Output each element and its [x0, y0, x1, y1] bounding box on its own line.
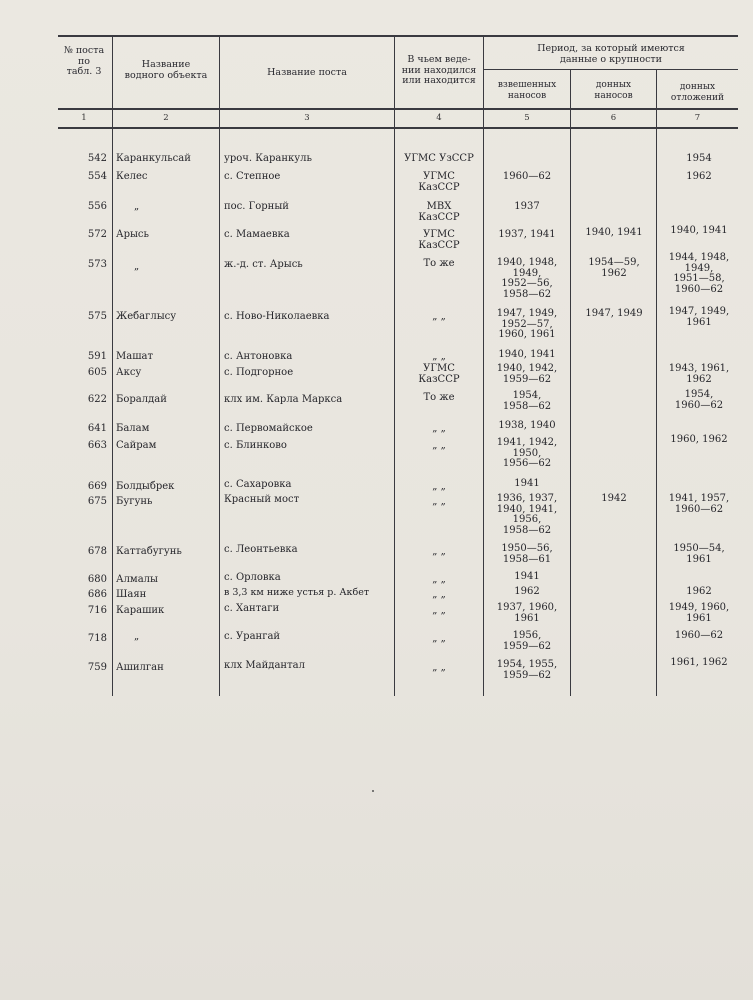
- agency: „ „: [432, 311, 446, 322]
- bottom-period: 1942: [601, 493, 627, 504]
- suspended-period: 1940, 1941: [498, 349, 556, 360]
- header-post-name: Название поста: [267, 67, 347, 78]
- post-number: 680: [87, 574, 107, 585]
- deposits-period: 1950—54, 1961: [673, 543, 725, 565]
- suspended-period: 1956, 1959—62: [502, 630, 552, 652]
- suspended-period: 1938, 1940: [498, 420, 556, 431]
- agency: УГМС КазССР: [418, 229, 460, 251]
- water-object: Боралдай: [116, 394, 167, 405]
- suspended-period: 1936, 1937, 1940, 1941, 1956, 1958—62: [496, 493, 558, 536]
- header-period-group: Период, за который имеются данные о крупности: [537, 43, 685, 65]
- post-name: ж.-д. ст. Арысь: [224, 259, 303, 270]
- col-divider-5: [570, 70, 571, 696]
- water-object: Карашик: [116, 605, 165, 616]
- period-subheader-rule: [484, 69, 738, 70]
- water-object: Балам: [116, 423, 150, 434]
- agency: „ „: [432, 496, 446, 507]
- agency: То же: [423, 258, 455, 269]
- water-object: Каранкульсай: [116, 153, 191, 164]
- post-name: с. Блинково: [224, 440, 287, 451]
- suspended-period: 1937, 1960, 1961: [496, 602, 558, 624]
- post-number: 759: [87, 662, 107, 673]
- post-name: с. Антоновка: [224, 351, 293, 362]
- water-object: Аксу: [116, 367, 142, 378]
- deposits-period: 1954: [686, 153, 712, 164]
- post-name: с. Урангай: [224, 631, 281, 642]
- deposits-period: 1960—62: [674, 630, 724, 641]
- water-object: „: [134, 261, 140, 272]
- post-number: 605: [87, 367, 107, 378]
- post-number: 641: [87, 423, 107, 434]
- header-post-no: № поста по табл. 3: [63, 45, 105, 77]
- agency: УГМС КазССР: [418, 171, 460, 193]
- agency: „ „: [432, 589, 446, 600]
- post-name: с. Леонтьевка: [224, 544, 298, 555]
- header-suspended: взвешенных наносов: [497, 80, 557, 101]
- post-name: уроч. Каранкуль: [224, 153, 312, 164]
- suspended-period: 1960—62: [502, 171, 552, 182]
- post-name: пос. Горный: [224, 201, 289, 212]
- col-divider-6: [656, 70, 657, 696]
- post-number: 663: [87, 440, 107, 451]
- bottom-period: 1954—59, 1962: [588, 257, 640, 279]
- agency: „ „: [432, 423, 446, 434]
- suspended-period: 1947, 1949, 1952—57, 1960, 1961: [496, 308, 558, 341]
- column-number: 7: [694, 113, 701, 123]
- col-divider-1: [112, 36, 113, 696]
- deposits-period: 1943, 1961, 1962: [668, 363, 730, 385]
- agency: „ „: [432, 440, 446, 451]
- deposits-period: 1962: [686, 586, 712, 597]
- col-divider-2: [219, 36, 220, 696]
- post-number: 669: [87, 481, 107, 492]
- deposits-period: 1944, 1948, 1949, 1951—58, 1960—62: [668, 252, 730, 295]
- header-deposits: донных отложений: [670, 82, 725, 103]
- water-object: Ашилган: [116, 662, 164, 673]
- deposits-period: 1962: [686, 171, 712, 182]
- deposits-period: 1960, 1962: [670, 434, 728, 445]
- deposits-period: 1954, 1960—62: [674, 389, 724, 411]
- suspended-period: 1937, 1941: [498, 229, 556, 240]
- post-number: 675: [87, 496, 107, 507]
- post-number: 573: [87, 259, 107, 270]
- post-name: в 3,3 км ниже устья р. Акбет: [224, 587, 370, 598]
- suspended-period: 1940, 1948, 1949, 1952—56, 1958—62: [496, 257, 558, 300]
- deposits-period: 1947, 1949, 1961: [668, 306, 730, 328]
- post-name: клх им. Карла Маркса: [224, 394, 343, 405]
- post-name: с. Орловка: [224, 572, 281, 583]
- water-object: „: [134, 201, 140, 212]
- post-number: 686: [87, 589, 107, 600]
- deposits-period: 1941, 1957, 1960—62: [668, 493, 730, 515]
- post-name: с. Сахаровка: [224, 479, 292, 490]
- agency: „ „: [432, 605, 446, 616]
- water-object: Алмалы: [116, 574, 158, 585]
- agency: „ „: [432, 662, 446, 673]
- post-number: 542: [87, 153, 107, 164]
- post-name: с. Подгорное: [224, 367, 294, 378]
- header-bottom-rule: [58, 108, 738, 110]
- water-object: Бугунь: [116, 496, 153, 507]
- suspended-period: 1941: [514, 478, 540, 489]
- deposits-period: 1961, 1962: [670, 657, 728, 668]
- post-number: 678: [87, 546, 107, 557]
- bottom-period: 1940, 1941: [585, 227, 643, 238]
- suspended-period: 1941: [514, 571, 540, 582]
- post-name: с. Степное: [224, 171, 281, 182]
- suspended-period: 1937: [514, 201, 540, 212]
- post-number: 575: [87, 311, 107, 322]
- agency: „ „: [432, 481, 446, 492]
- water-object: Сайрам: [116, 440, 157, 451]
- post-number: 622: [87, 394, 107, 405]
- water-object: Келес: [116, 171, 148, 182]
- post-name: Красный мост: [224, 494, 300, 505]
- suspended-period: 1950—56, 1958—61: [501, 543, 553, 565]
- agency: УГМС УзССР: [404, 153, 474, 164]
- water-object: Жебаглысу: [116, 311, 177, 322]
- column-number: 5: [524, 113, 530, 123]
- suspended-period: 1941, 1942, 1950, 1956—62: [496, 437, 558, 470]
- header-bottom: донных наносов: [594, 80, 633, 101]
- agency: „ „: [432, 574, 446, 585]
- suspended-period: 1940, 1942, 1959—62: [496, 363, 558, 385]
- header-agency: В чьем веде- нии находился или находится: [401, 54, 477, 86]
- water-object: „: [134, 631, 140, 642]
- stray-dot: [372, 790, 374, 792]
- post-number: 591: [87, 351, 107, 362]
- agency: „ „: [432, 633, 446, 644]
- table-top-rule: [58, 35, 738, 37]
- column-number: 1: [81, 113, 87, 123]
- water-object: Машат: [116, 351, 153, 362]
- post-number: 716: [87, 605, 107, 616]
- agency: То же: [423, 392, 455, 403]
- suspended-period: 1954, 1958—62: [502, 390, 552, 412]
- suspended-period: 1954, 1955, 1959—62: [496, 659, 558, 681]
- post-number: 718: [87, 633, 107, 644]
- header-water-object: Название водного объекта: [124, 59, 208, 81]
- column-number: 6: [610, 113, 617, 123]
- post-number: 556: [87, 201, 107, 212]
- water-object: Шаян: [116, 589, 147, 600]
- column-number: 3: [304, 113, 310, 123]
- post-name: с. Первомайское: [224, 423, 313, 434]
- water-object: Арысь: [116, 229, 149, 240]
- agency: „ „: [432, 351, 446, 362]
- agency: МВХ КазССР: [418, 201, 460, 223]
- agency: „ „: [432, 546, 446, 557]
- column-number: 4: [436, 113, 442, 123]
- post-number: 554: [87, 171, 107, 182]
- water-object: Каттабугунь: [116, 546, 182, 557]
- deposits-period: 1940, 1941: [670, 225, 728, 236]
- water-object: Болдыбрек: [116, 481, 175, 492]
- post-name: с. Ново-Николаевка: [224, 311, 330, 322]
- agency: УГМС КазССР: [418, 363, 460, 385]
- deposits-period: 1949, 1960, 1961: [668, 602, 730, 624]
- post-name: клх Майдантал: [224, 660, 305, 671]
- column-number-rule: [58, 127, 738, 129]
- column-number: 2: [163, 113, 169, 123]
- post-number: 572: [87, 229, 107, 240]
- post-name: с. Хантаги: [224, 603, 280, 614]
- suspended-period: 1962: [514, 586, 540, 597]
- post-name: с. Мамаевка: [224, 229, 290, 240]
- bottom-period: 1947, 1949: [585, 308, 643, 319]
